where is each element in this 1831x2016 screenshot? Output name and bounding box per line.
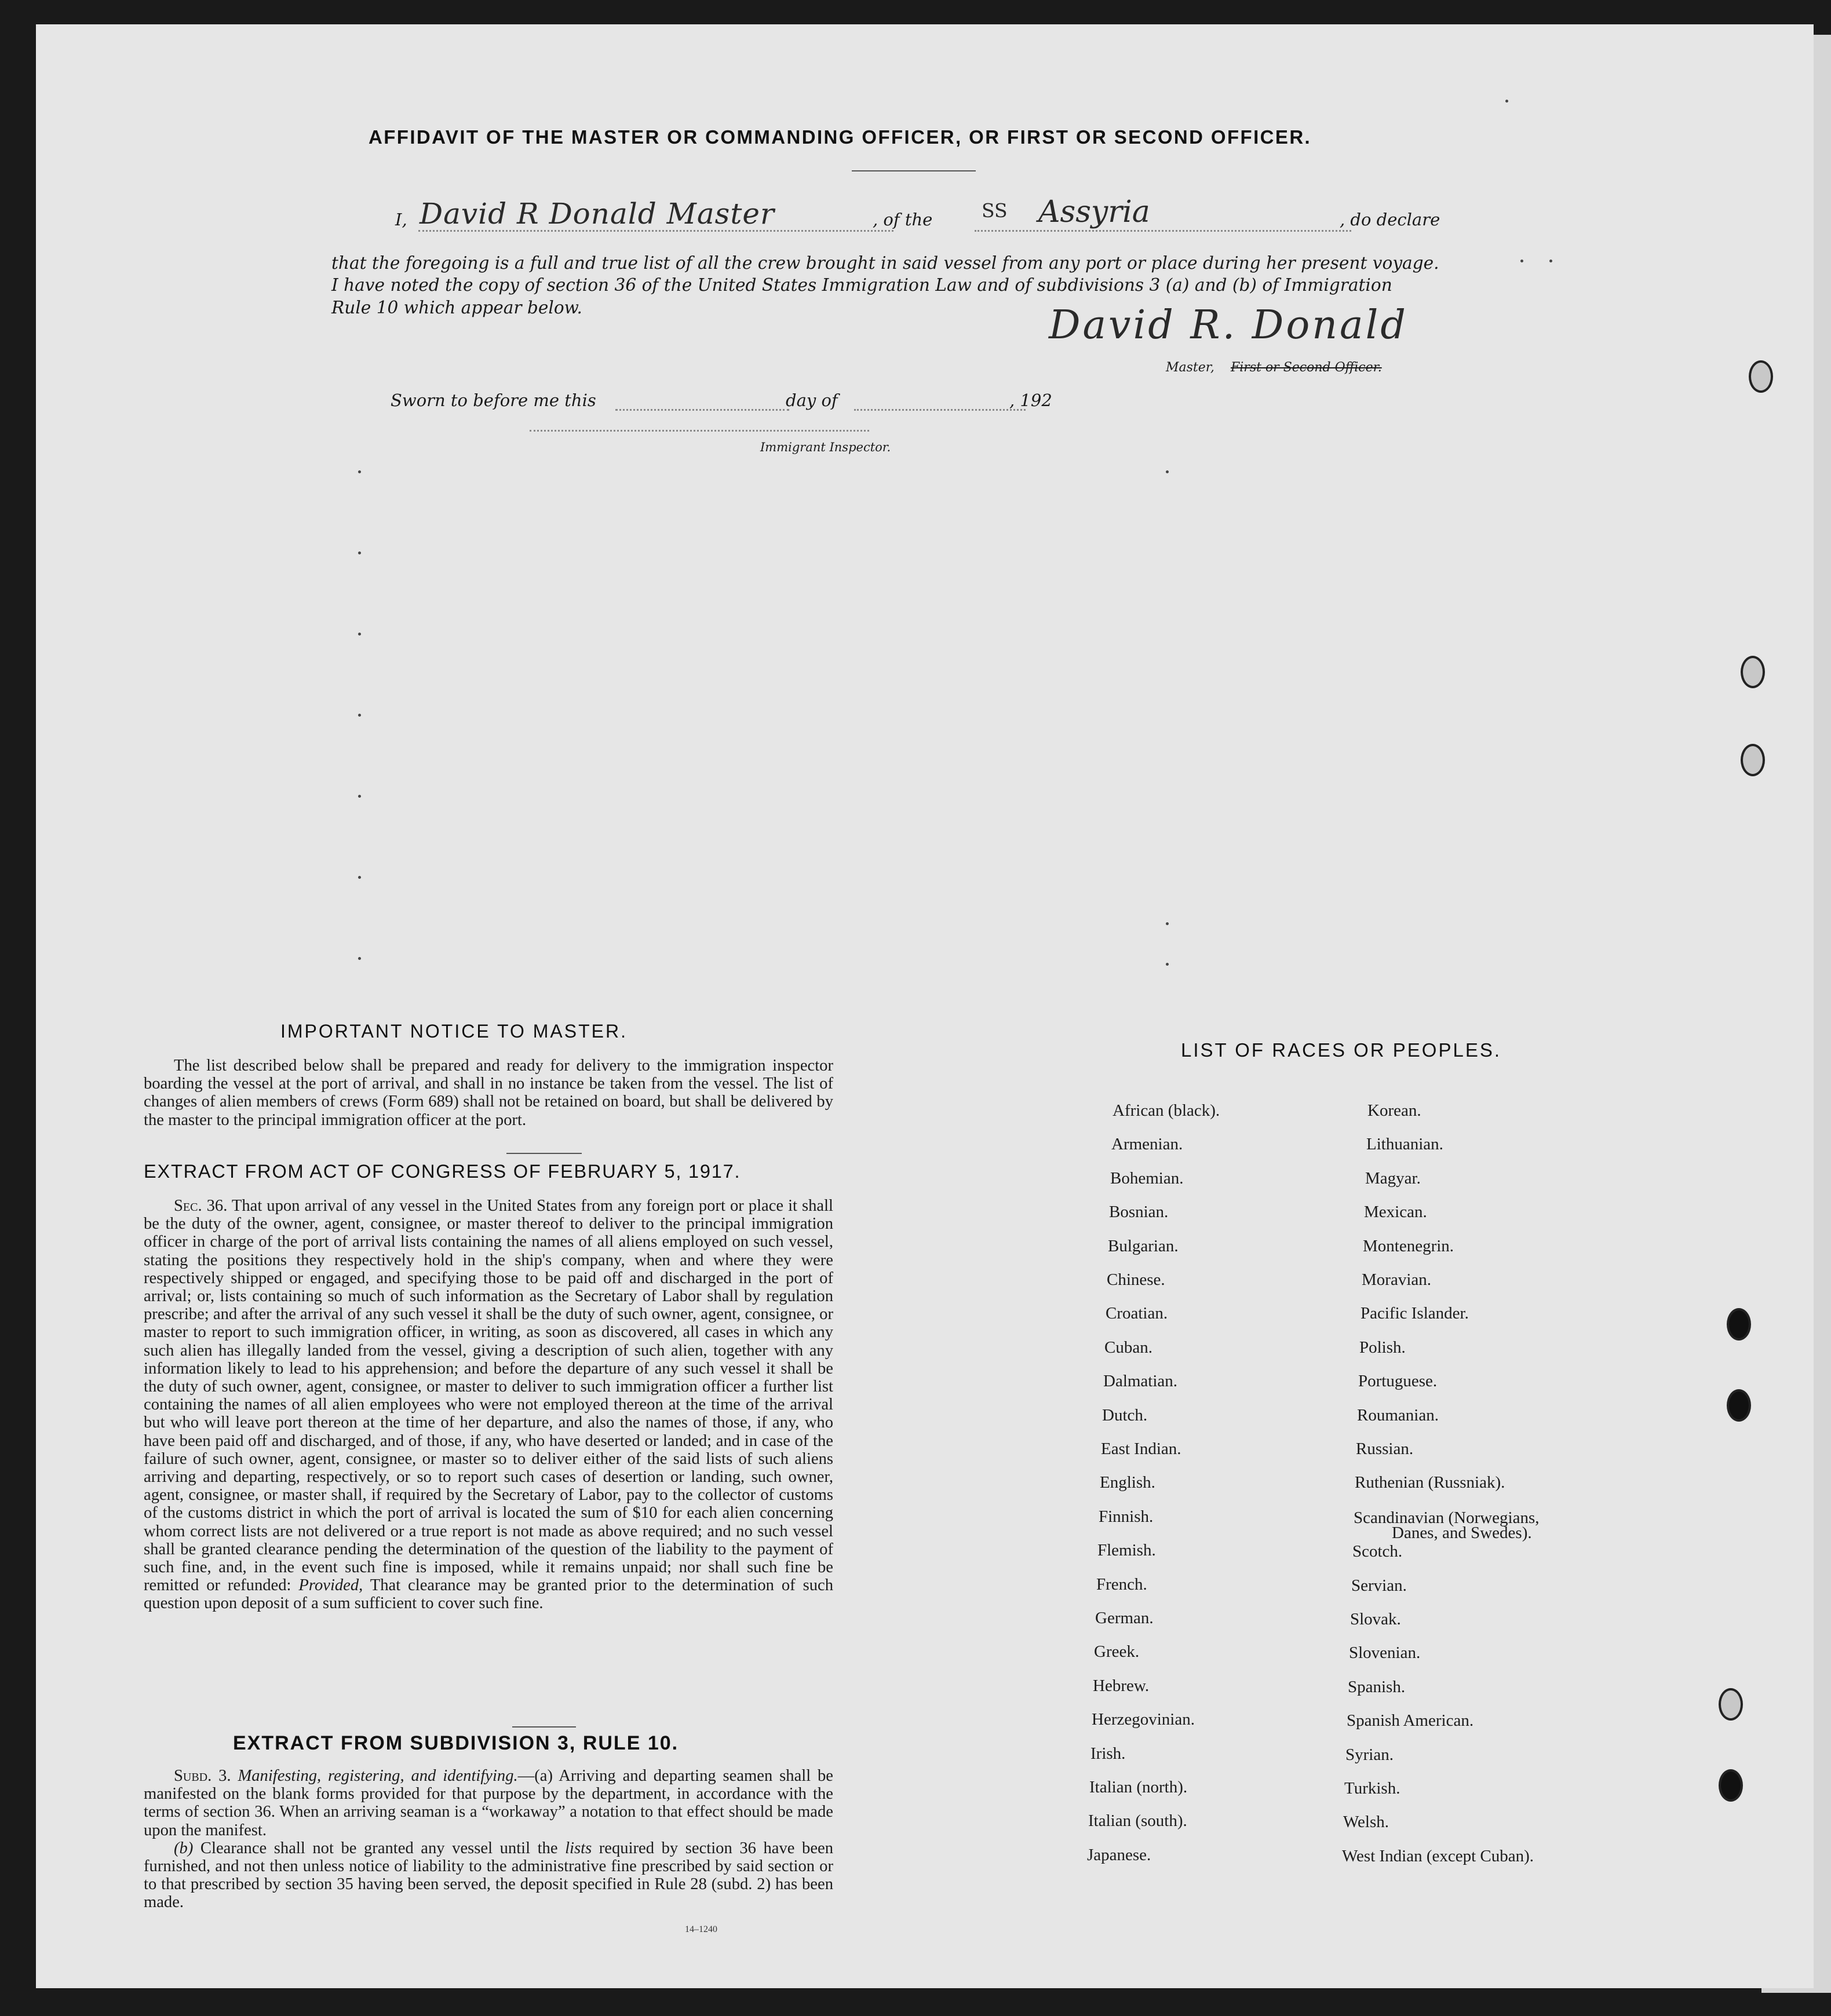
document-page: [36, 24, 1814, 1988]
race-item: West Indian (except Cuban).: [1342, 1846, 1534, 1865]
speck: [358, 795, 361, 798]
inspector-signature-line: [530, 430, 869, 432]
race-item: Scotch.: [1352, 1542, 1403, 1561]
sworn-text: Sworn to before me this: [391, 390, 596, 410]
race-item: East Indian.: [1101, 1440, 1181, 1458]
race-item: Magyar.: [1365, 1168, 1421, 1188]
of-the-text: , of the: [873, 210, 933, 229]
speck: [1549, 260, 1552, 262]
race-item: Syrian.: [1345, 1745, 1394, 1764]
sworn-day-line: [615, 409, 789, 411]
day-of-text: day of: [786, 390, 838, 410]
race-item: Moravian.: [1362, 1270, 1431, 1289]
notice-title: IMPORTANT NOTICE TO MASTER.: [280, 1021, 628, 1042]
vessel-name-handwritten: Assyria: [1038, 195, 1150, 229]
race-item: Polish.: [1359, 1338, 1406, 1357]
race-item: Bulgarian.: [1108, 1236, 1179, 1255]
master-name-line: [418, 230, 893, 232]
form-number: 14–1240: [685, 1924, 717, 1934]
speck: [1166, 922, 1169, 925]
speck: [358, 552, 361, 554]
race-item: Japanese.: [1087, 1845, 1151, 1864]
race-item: African (black).: [1113, 1101, 1220, 1120]
binder-hole: [1719, 1688, 1743, 1721]
race-item: Spanish American.: [1347, 1711, 1474, 1730]
proviso-label: Provided,: [298, 1576, 363, 1595]
race-item: Flemish.: [1097, 1541, 1156, 1560]
speck: [358, 714, 361, 717]
binder-hole: [1741, 744, 1765, 776]
binder-hole: [1727, 1308, 1751, 1341]
sworn-year-text: , 192: [1009, 390, 1052, 410]
race-item: Bosnian.: [1109, 1203, 1169, 1222]
extract-rule-text: [144, 1767, 833, 1912]
signature-caption-struck: First or Second Officer.: [1231, 360, 1382, 375]
affidavit-body-line3: Rule 10 which appear below.: [331, 298, 582, 317]
race-item: Mexican.: [1364, 1203, 1427, 1222]
section-label: Sec. 36.: [174, 1197, 228, 1215]
inspector-caption: Immigrant Inspector.: [760, 440, 891, 454]
binder-hole: [1719, 1769, 1743, 1802]
extract-act-rule: [512, 1726, 576, 1728]
declaration-prefix: I,: [395, 210, 407, 229]
race-item: Ruthenian (Russniak).: [1355, 1473, 1505, 1492]
part-b-post: required by section 36 have been furnished, and not then unless notice of liability to the administrative fine prescribed by said section or to that prescribed by section 35 having been served, the deposit specified in Rule 28 (subd. 2) has been made.: [144, 1839, 834, 1912]
notice-rule: [506, 1153, 582, 1154]
race-item: Armenian.: [1111, 1135, 1183, 1154]
race-item: Welsh.: [1343, 1813, 1389, 1832]
race-item: Hebrew.: [1093, 1676, 1150, 1695]
race-item: Portuguese.: [1358, 1372, 1438, 1391]
race-item: Dalmatian.: [1103, 1372, 1178, 1391]
race-item: English.: [1100, 1473, 1155, 1492]
races-title: LIST OF RACES OR PEOPLES.: [1181, 1039, 1502, 1061]
race-item: Bohemian.: [1110, 1168, 1184, 1188]
race-item: Chinese.: [1107, 1270, 1165, 1289]
race-item: Roumanian.: [1357, 1405, 1439, 1425]
race-item-continuation: Danes, and Swedes).: [1392, 1523, 1532, 1542]
race-item: Italian (north).: [1089, 1778, 1188, 1796]
notice-text: [144, 1057, 833, 1129]
race-item: Italian (south).: [1088, 1812, 1187, 1831]
vessel-prefix-handwritten: SS: [982, 199, 1008, 222]
race-item: Irish.: [1090, 1744, 1126, 1763]
race-item: Dutch.: [1102, 1405, 1148, 1425]
race-item: German.: [1095, 1609, 1154, 1627]
speck: [358, 633, 361, 636]
race-item: Herzegovinian.: [1092, 1710, 1195, 1729]
race-item: Cuban.: [1104, 1338, 1152, 1357]
affidavit-body-line2: I have noted the copy of section 36 of the United States Immigration Law and of subdivisions 3 (a) and (b) of Immigration: [331, 275, 1392, 295]
race-item: Spanish.: [1348, 1677, 1406, 1696]
do-declare-text: , do declare: [1340, 210, 1440, 229]
speck: [1505, 100, 1508, 103]
race-item: Finnish.: [1099, 1507, 1154, 1526]
race-item: Slovak.: [1350, 1610, 1401, 1628]
binder-hole: [1749, 360, 1773, 393]
race-item: Turkish.: [1344, 1779, 1400, 1798]
race-item: Lithuanian.: [1366, 1135, 1443, 1154]
proviso-text: That clearance may be granted prior to the determination of such question upon deposit of a sum sufficient to cover such fine.: [144, 1576, 833, 1613]
extract-act-text: [144, 1197, 833, 1613]
part-b-label: (b): [174, 1839, 194, 1857]
race-item: Montenegrin.: [1363, 1236, 1454, 1255]
affidavit-body-line1: that the foregoing is a full and true list of all the crew brought in said vessel from any port or place during her present voyage.: [331, 253, 1439, 273]
race-item: Slovenian.: [1349, 1644, 1421, 1663]
speck: [1166, 470, 1169, 473]
speck: [358, 470, 361, 473]
extract-act-title: EXTRACT FROM ACT OF CONGRESS OF FEBRUARY 5, 1917.: [144, 1161, 741, 1182]
vessel-name-line: [975, 230, 1351, 232]
speck: [358, 876, 361, 879]
binder-hole: [1741, 656, 1765, 688]
race-item: Servian.: [1351, 1576, 1407, 1595]
part-b-pre: Clearance shall not be granted any vessel until the: [200, 1839, 558, 1857]
extract-rule-title: EXTRACT FROM SUBDIVISION 3, RULE 10.: [233, 1732, 679, 1754]
race-item: Croatian.: [1106, 1304, 1168, 1323]
notice-paragraph: The list described below shall be prepared and ready for delivery to the immigration inspector boarding the vessel at the port of arrival, and shall in no instance be taken from the vessel. The list of changes of alien members of crews (Form 689) shall not be retained on board, but shall be delivered by the master to the principal immigration officer at the port.: [144, 1057, 833, 1129]
binder-hole: [1727, 1389, 1751, 1422]
master-signature: David R. Donald: [1049, 302, 1408, 348]
race-item: Korean.: [1367, 1101, 1421, 1120]
subd-part-a: —(a) Arriving and departing seamen shall be manifested on the blank forms provided for that purpose by the department, in accordance with the terms of section 36. When an arriving seaman is a “workaway” a notation to that effect should be made upon the manifest.: [144, 1767, 833, 1839]
affidavit-title: AFFIDAVIT OF THE MASTER OR COMMANDING OFFICER, OR FIRST OR SECOND OFFICER.: [369, 126, 1312, 148]
speck: [1520, 260, 1523, 262]
race-item: Russian.: [1356, 1440, 1414, 1458]
affidavit-title-rule: [852, 170, 976, 171]
speck: [358, 957, 361, 960]
subd-heading: Manifesting, registering, and identifying.: [238, 1767, 518, 1785]
race-item: Scandinavian (Norwegians,: [1354, 1508, 1540, 1527]
master-name-handwritten: David R Donald Master: [420, 197, 775, 231]
subd-label: Subd. 3.: [174, 1767, 231, 1785]
race-item: Greek.: [1094, 1642, 1140, 1661]
part-b-lists: lists: [565, 1839, 592, 1857]
race-item: French.: [1096, 1575, 1147, 1594]
speck: [1166, 963, 1169, 966]
section-36-text: That upon arrival of any vessel in the United States from any foreign port or place it shall be the duty of the owner, agent, consignee, or master thereof to deliver to the principal immigration officer in charge of the port of arrival lists containing the names of all aliens employed on such vessel, stating the positions they respectively hold in the ship's company, when and where they were respectively shipped or engaged, and specifying those to be paid off and discharged in the port of arrival; or, lists containing so much of such information as the Secretary of Labor shall by regulation prescribe; and after the arrival of any such vessel it shall be the duty of such owner, agent, consignee, or master to report to such immigration officer, in writing, as soon as discovered, all cases in which any such alien has illegally landed from the vessel, giving a description of such alien, together with any information likely to lead to his apprehension; and before the departure of any such vessel it shall be the duty of such owner, agent, consignee, or master to deliver to such immigration officer a further list containing the names of all alien employees who were not employed thereon at the time of the arrival but who will leave port thereon at the time of her departure, and also the names of those, if any, who have been paid off and discharged, and of those, if any, who have deserted or landed; and in case of the failure of such owner, agent, consignee, or master so to deliver either of the said lists of such aliens arriving and departing, respectively, or so to report such cases of desertion or landing, such owner, agent, consignee, or master shall, if required by the Secretary of Labor, pay to the collector of customs of the customs district in which the port of arrival is located the sum of $10 for each alien concerning whom correct lists are not delivered or a true report is not made as above required; and no such vessel shall be granted clearance pending the determination of the question of the liability to the payment of such fine, and, in the event such fine is imposed, while it remains unpaid; nor shall such fine be remitted or refunded:: [144, 1197, 833, 1595]
race-item: Pacific Islander.: [1361, 1304, 1469, 1323]
sworn-month-line: [854, 409, 1026, 411]
signature-caption-master: Master,: [1166, 360, 1214, 375]
